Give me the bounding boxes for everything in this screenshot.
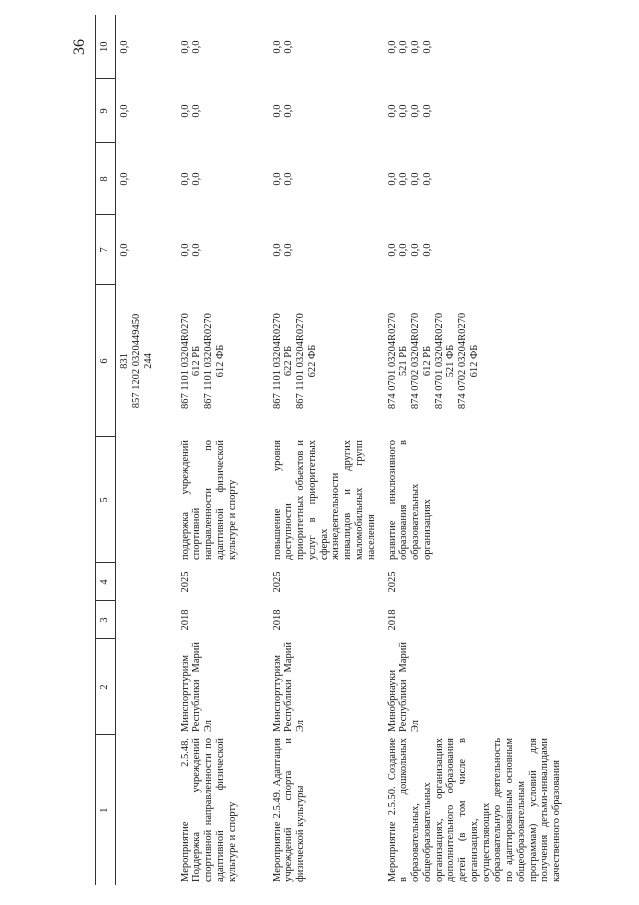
value-cell: 0,0 bbox=[119, 243, 130, 257]
value-cell: 0,0 0,0 0,0 0,0 bbox=[386, 104, 433, 118]
code-line: 857 1202 0320449450 bbox=[130, 313, 142, 409]
code-line: 612 РБ bbox=[421, 345, 433, 377]
code-line: 831 bbox=[119, 353, 130, 369]
code-line: 612 РБ bbox=[191, 345, 203, 377]
code-cell bbox=[116, 285, 180, 437]
col-header-10: 10 bbox=[95, 15, 116, 79]
measure-cell: Мероприятие 2.5.48. Поддержка учреждений спортивной направленности по адаптивной физической культуре и спорту bbox=[179, 738, 238, 882]
col-header-7: 7 bbox=[95, 215, 116, 285]
code-line: 244 bbox=[142, 353, 154, 369]
code-cell bbox=[272, 285, 387, 437]
start-year-cell: 2018 bbox=[386, 609, 398, 631]
value-cell: 0,0 0,0 0,0 0,0 bbox=[386, 243, 433, 257]
executor-cell: Минобрнауки Республики Марий Эл bbox=[386, 642, 421, 732]
code-line: 622 ФБ bbox=[306, 344, 318, 378]
value-cell: 0,0 0,0 bbox=[179, 40, 203, 54]
value-cell: 0,0 bbox=[119, 40, 130, 54]
value-cell: 0,0 0,0 bbox=[271, 172, 295, 186]
code-line: 612 ФБ bbox=[214, 344, 226, 378]
value-cell: 0,0 0,0 bbox=[179, 243, 203, 257]
code-line: 867 1101 03204R0270 bbox=[179, 313, 191, 409]
program-measures-table bbox=[95, 15, 563, 885]
end-year-cell: 2025 bbox=[271, 571, 283, 593]
result-cell: повышение уровня доступности приоритетных объектов и услуг в приоритетных сферах жизнедеятельности инвалидов и других маломобильных групп населения bbox=[271, 440, 377, 560]
value-cell: 0,0 0,0 0,0 0,0 bbox=[386, 172, 433, 186]
value-cell: 0,0 0,0 bbox=[271, 104, 295, 118]
code-line: 874 0702 03204R0270 bbox=[457, 312, 468, 410]
code-cell bbox=[387, 285, 563, 437]
col-header-4: 4 bbox=[95, 563, 116, 601]
rotated-table-container bbox=[95, 15, 562, 885]
value-cell: 0,0 bbox=[119, 172, 130, 186]
code-line: 521 РБ bbox=[398, 345, 410, 377]
code-line: 622 РБ bbox=[283, 345, 295, 377]
header-row bbox=[95, 15, 116, 885]
value-cell: 0,0 0,0 bbox=[271, 243, 295, 257]
measure-cell: Мероприятие 2.5.49. Адаптация учреждений спорта и физической культуры bbox=[271, 738, 306, 882]
col-header-9: 9 bbox=[95, 79, 116, 143]
result-cell: поддержка учреждений спортивной направленности по адаптивной физической культуре и спорту bbox=[179, 440, 238, 560]
start-year-cell: 2018 bbox=[271, 609, 283, 631]
result-cell: развитие инклюзивного образования в образовательных организациях bbox=[386, 440, 433, 560]
table-row bbox=[387, 15, 563, 885]
executor-cell: Минспорттуризм Республики Марий Эл bbox=[271, 642, 306, 732]
code-line: 874 0702 03204R0270 bbox=[410, 312, 421, 410]
end-year-cell: 2025 bbox=[386, 571, 398, 593]
table-row bbox=[180, 15, 272, 885]
table-row bbox=[272, 15, 387, 885]
code-cell bbox=[180, 285, 272, 437]
start-year-cell: 2018 bbox=[179, 609, 191, 631]
measure-cell: Мероприятие 2.5.50. Создание в дошкольных образовательных, общеобразовательных организациях, организациях дополнительного образования детей (в том числе в организациях, осуществляющих образовательную деятельность по адаптированным основным общеобразовательным программам) условий для получения детьми-инвалидами качественного образования bbox=[386, 738, 562, 882]
code-line: 874 0701 03204R0270 bbox=[386, 312, 398, 410]
code-line: 867 1101 03204R0270 bbox=[271, 313, 283, 409]
code-line: 612 ФБ bbox=[468, 344, 480, 378]
col-header-2: 2 bbox=[95, 639, 116, 735]
table-row-continued bbox=[116, 15, 180, 885]
value-cell: 0,0 bbox=[119, 104, 130, 118]
value-cell: 0,0 0,0 bbox=[271, 40, 295, 54]
executor-cell: Минспорттуризм Республики Марий Эл bbox=[179, 642, 214, 732]
code-line: 867 1101 03204R0270 bbox=[203, 313, 214, 409]
col-header-3: 3 bbox=[95, 601, 116, 639]
col-header-5: 5 bbox=[95, 437, 116, 563]
value-cell: 0,0 0,0 bbox=[179, 172, 203, 186]
end-year-cell: 2025 bbox=[179, 571, 191, 593]
col-header-1: 1 bbox=[95, 735, 116, 885]
table-top-rule bbox=[95, 15, 96, 885]
col-header-8: 8 bbox=[95, 143, 116, 215]
code-line: 867 1101 03204R0270 bbox=[295, 313, 306, 409]
value-cell: 0,0 0,0 0,0 0,0 bbox=[386, 40, 433, 54]
value-cell: 0,0 0,0 bbox=[179, 104, 203, 118]
code-line: 874 0701 03204R0270 bbox=[433, 312, 445, 410]
col-header-6: 6 bbox=[95, 285, 116, 437]
page-number: 36 bbox=[71, 39, 88, 55]
code-line: 521 ФБ bbox=[445, 344, 457, 378]
